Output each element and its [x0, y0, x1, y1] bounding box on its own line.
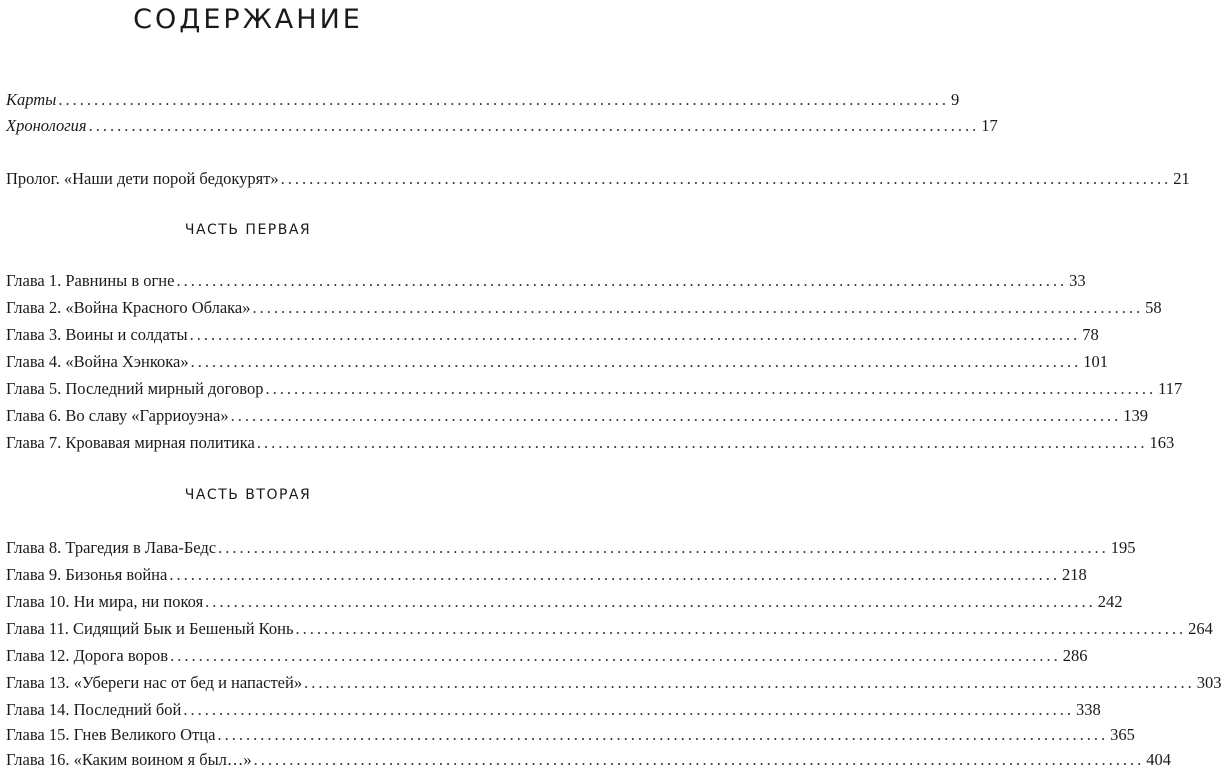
toc-entry-chapter-3[interactable] — [6, 325, 1099, 347]
leader-dots: ............................................................................................................................. — [176, 271, 1068, 290]
toc-entry-page: 21 — [1173, 169, 1190, 188]
toc-entry-chapter-5[interactable] — [6, 379, 1183, 401]
part-one-heading: ЧАСТЬ ПЕРВАЯ — [184, 222, 312, 238]
toc-entry-chapter-15[interactable] — [6, 725, 1135, 747]
leader-dots: ............................................................................................................................. — [170, 646, 1061, 665]
toc-entry-page: 78 — [1082, 325, 1099, 344]
toc-entry-label: Карты — [6, 90, 57, 109]
toc-entry-page: 58 — [1145, 298, 1162, 317]
toc-entry-page: 33 — [1069, 271, 1086, 290]
toc-entry-prologue[interactable] — [6, 169, 1190, 191]
toc-entry-page: 218 — [1061, 565, 1087, 584]
leader-dots: ............................................................................................................................. — [88, 116, 980, 135]
toc-entry-label: Глава 8. Трагедия в Лава-Бедс — [6, 538, 217, 557]
toc-entry-page: 9 — [950, 90, 960, 109]
toc-entry-label: Глава 10. Ни мира, ни покоя — [6, 592, 204, 611]
leader-dots: ............................................................................................................................. — [295, 619, 1187, 638]
toc-entry-page: 365 — [1110, 725, 1135, 744]
toc-entry-chapter-1[interactable] — [6, 271, 1086, 293]
toc-entry-page: 17 — [981, 116, 998, 135]
part-two-heading: ЧАСТЬ ВТОРАЯ — [184, 487, 312, 503]
toc-entry-label: Глава 3. Воины и солдаты — [6, 325, 188, 344]
toc-entry-chronology[interactable] — [6, 116, 998, 138]
toc-entry-page: 117 — [1158, 379, 1183, 398]
leader-dots: ............................................................................................................................. — [304, 673, 1195, 692]
leader-dots: ............................................................................................................................. — [218, 538, 1109, 557]
leader-dots: ............................................................................................................................. — [253, 750, 1145, 769]
toc-entry-label: Глава 4. «Война Хэнкока» — [6, 352, 189, 371]
toc-entry-chapter-9[interactable] — [6, 565, 1087, 587]
toc-entry-label: Пролог. «Наши дети порой бедокурят» — [6, 169, 279, 188]
toc-entry-label: Хронология — [6, 116, 87, 135]
toc-entry-label: Глава 16. «Каким воином я был…» — [6, 750, 252, 769]
toc-entry-chapter-4[interactable] — [6, 352, 1108, 374]
leader-dots: ............................................................................................................................. — [252, 298, 1144, 317]
leader-dots: ............................................................................................................................. — [205, 592, 1096, 611]
toc-entry-page: 286 — [1062, 646, 1088, 665]
toc-entry-page: 101 — [1083, 352, 1108, 371]
toc-entry-chapter-12[interactable] — [6, 646, 1088, 668]
leader-dots: ............................................................................................................................. — [189, 325, 1081, 344]
leader-dots: ............................................................................................................................. — [190, 352, 1082, 371]
toc-entry-chapter-11[interactable] — [6, 619, 1213, 641]
toc-entry-label: Глава 1. Равнины в огне — [6, 271, 175, 290]
leader-dots: ............................................................................................................................. — [169, 565, 1060, 584]
toc-entry-chapter-8[interactable] — [6, 538, 1136, 560]
toc-entry-chapter-2[interactable] — [6, 298, 1162, 320]
toc-entry-page: 242 — [1097, 592, 1123, 611]
toc-entry-page: 139 — [1123, 406, 1149, 425]
toc-entry-chapter-10[interactable] — [6, 592, 1123, 614]
leader-dots: ............................................................................................................................. — [217, 725, 1109, 744]
toc-entry-label: Глава 15. Гнев Великого Отца — [6, 725, 216, 744]
toc-entry-page: 303 — [1196, 673, 1221, 692]
toc-entry-label: Глава 7. Кровавая мирная политика — [6, 433, 255, 452]
toc-entry-chapter-14[interactable] — [6, 700, 1101, 722]
toc-entry-chapter-6[interactable] — [6, 406, 1149, 428]
leader-dots: ............................................................................................................................. — [280, 169, 1172, 188]
leader-dots: ............................................................................................................................. — [58, 90, 949, 109]
toc-entry-page: 264 — [1188, 619, 1213, 638]
toc-title: СОДЕРЖАНИЕ — [133, 4, 363, 35]
toc-entry-page: 338 — [1075, 700, 1101, 719]
toc-entry-label: Глава 5. Последний мирный договор — [6, 379, 264, 398]
leader-dots: ............................................................................................................................. — [183, 700, 1074, 719]
toc-entry-chapter-7[interactable] — [6, 433, 1175, 455]
toc-entry-chapter-16[interactable] — [6, 750, 1172, 772]
leader-dots: ............................................................................................................................. — [256, 433, 1148, 452]
toc-entry-label: Глава 13. «Убереги нас от бед и напастей» — [6, 673, 303, 692]
toc-entry-label: Глава 11. Сидящий Бык и Бешеный Конь — [6, 619, 294, 638]
leader-dots: ............................................................................................................................. — [230, 406, 1122, 425]
toc-entry-maps[interactable] — [6, 90, 960, 112]
toc-entry-label: Глава 6. Во славу «Гарриоуэна» — [6, 406, 229, 425]
toc-entry-chapter-13[interactable] — [6, 673, 1221, 695]
toc-entry-label: Глава 14. Последний бой — [6, 700, 182, 719]
toc-entry-label: Глава 9. Бизонья война — [6, 565, 168, 584]
toc-entry-page: 404 — [1146, 750, 1172, 769]
toc-entry-label: Глава 12. Дорога воров — [6, 646, 169, 665]
leader-dots: ............................................................................................................................. — [265, 379, 1157, 398]
toc-entry-label: Глава 2. «Война Красного Облака» — [6, 298, 251, 317]
toc-entry-page: 163 — [1149, 433, 1175, 452]
toc-entry-page: 195 — [1110, 538, 1136, 557]
